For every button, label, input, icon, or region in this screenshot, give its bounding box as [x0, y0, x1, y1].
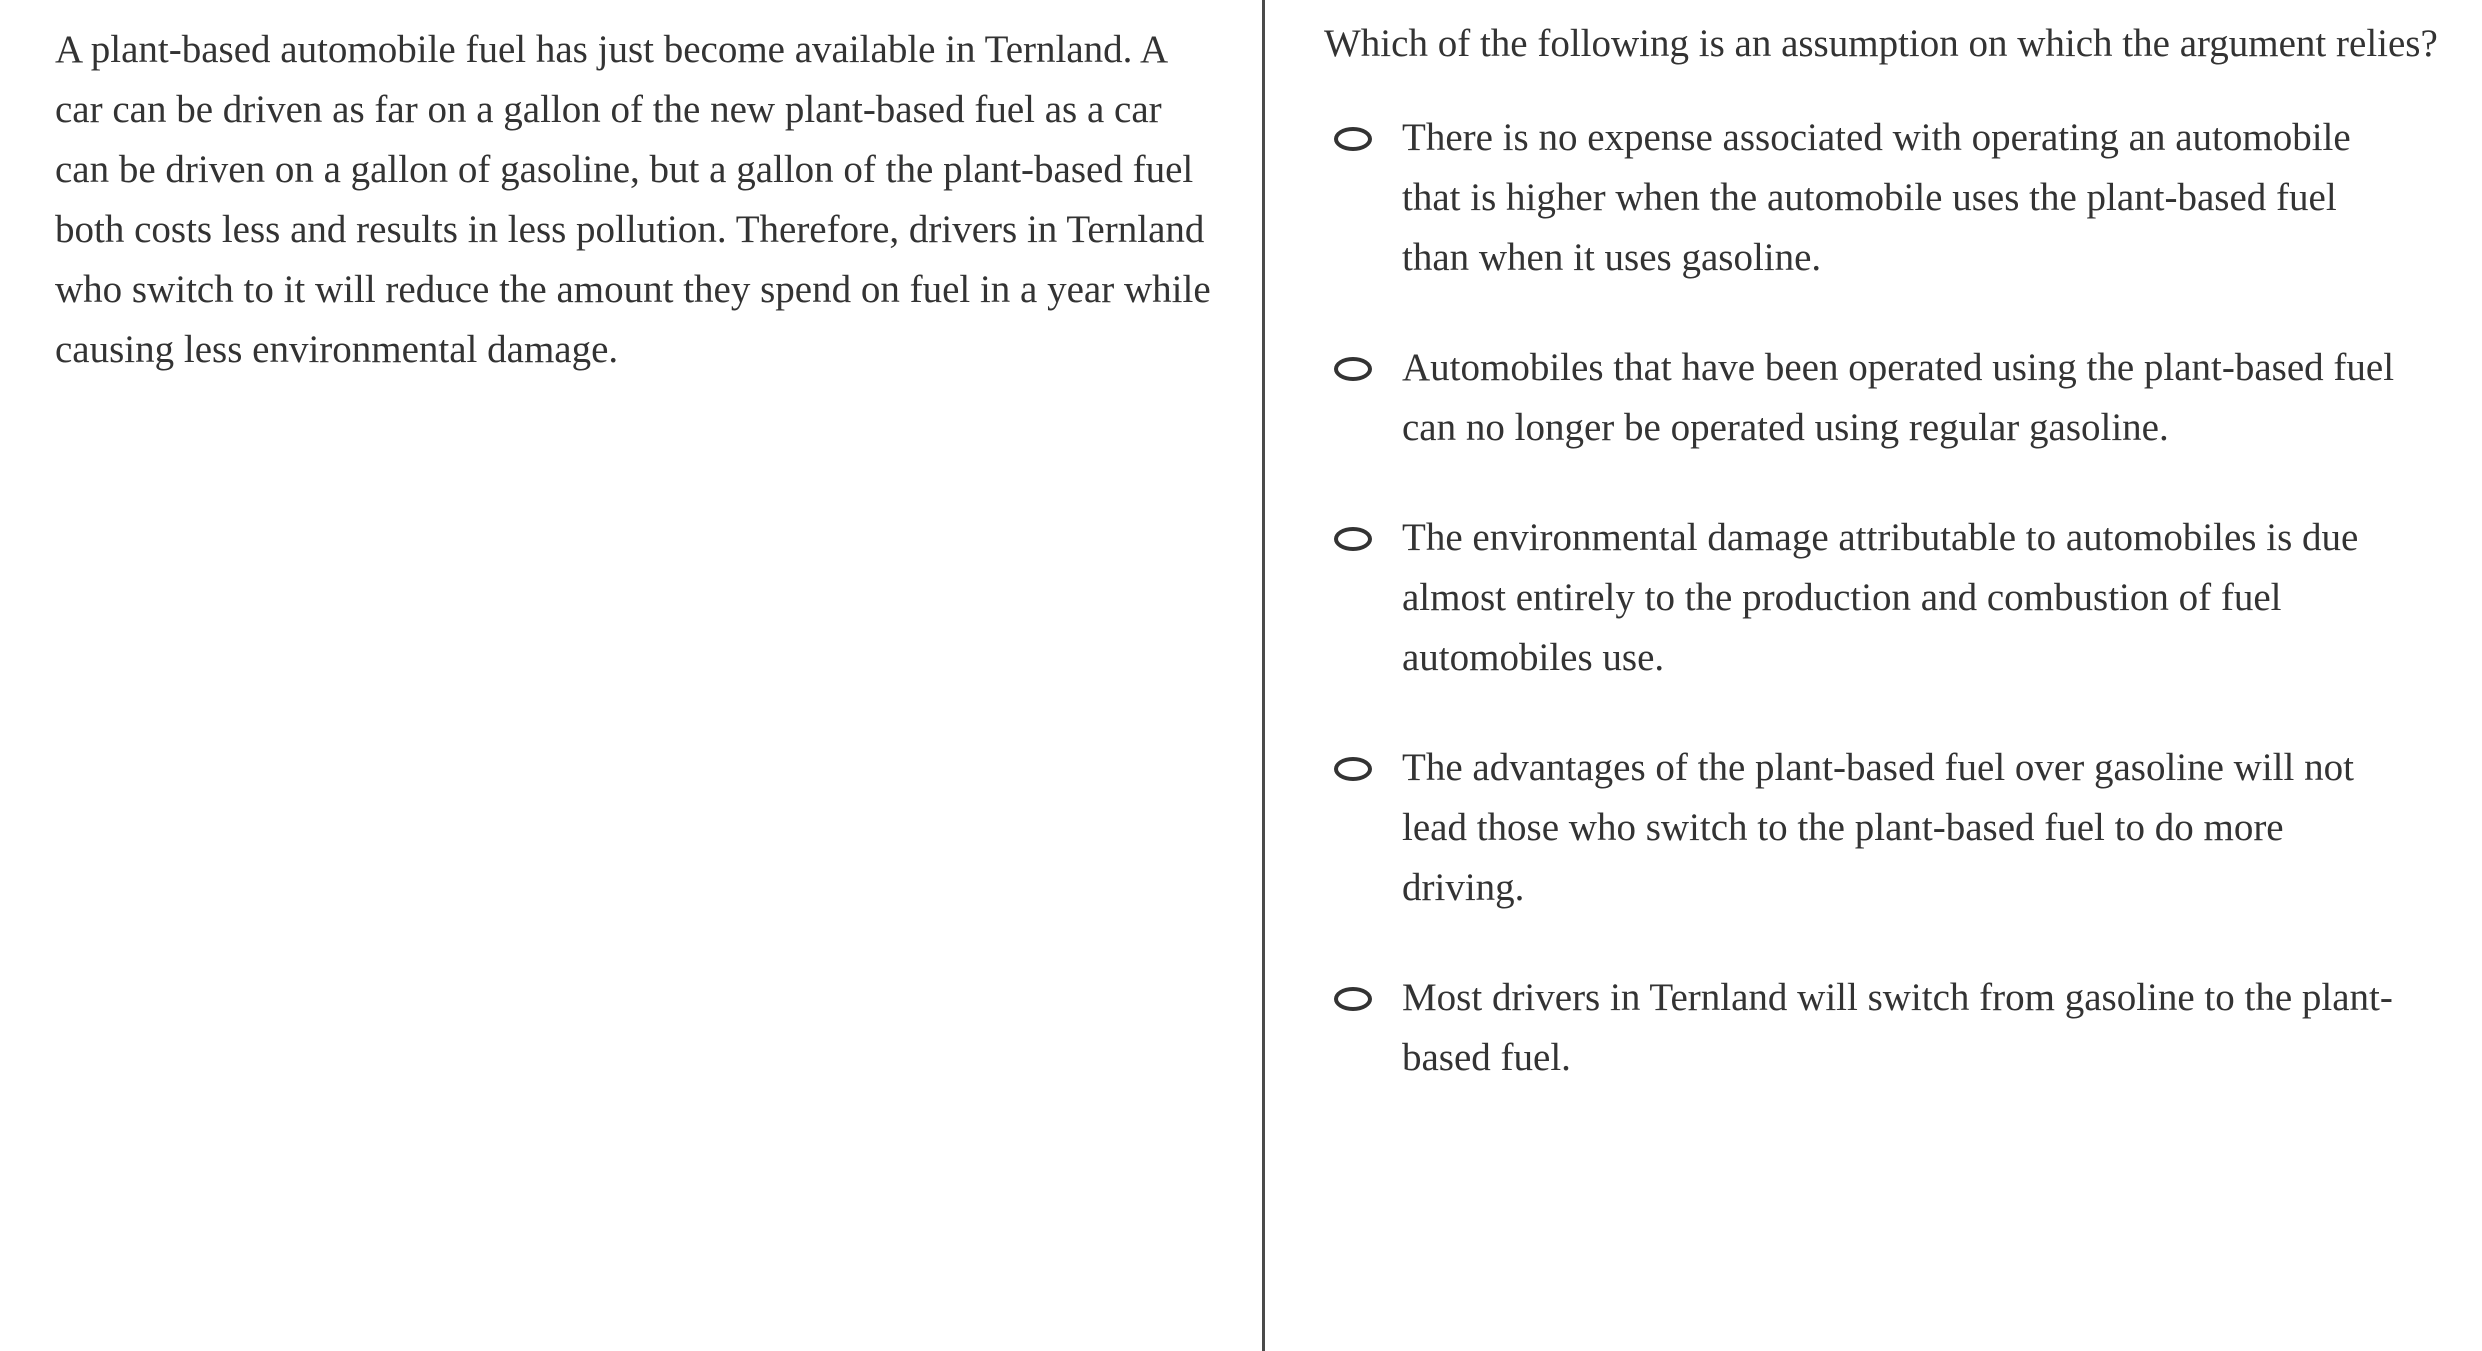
radio-button-icon[interactable]	[1334, 757, 1372, 781]
answer-option-label: The environmental damage attributable to automobiles is due almost entirely to the production and combustion of fuel automobiles use.	[1402, 516, 2359, 679]
answer-options	[1324, 108, 2462, 1088]
answer-option-c[interactable]	[1324, 508, 2462, 688]
radio-button-icon[interactable]	[1334, 527, 1372, 551]
passage-text: A plant-based automobile fuel has just become available in Ternland. A car can be driven as far on a gallon of the new plant-based fuel as a car can be driven on a gallon of gasoline, but a gallon of the plant-based fuel both costs less and results in less pollution. Therefore, drivers in Ternland who switch to it will reduce the amount they spend on fuel in a year while causing less environmental damage.	[55, 28, 1211, 371]
radio-button-icon[interactable]	[1334, 357, 1372, 381]
answer-option-d[interactable]	[1324, 738, 2462, 918]
question-pane	[1265, 0, 2482, 1351]
answer-option-e[interactable]	[1324, 968, 2462, 1088]
answer-option-label: Automobiles that have been operated using the plant-based fuel can no longer be operated using regular gasoline.	[1402, 346, 2395, 449]
answer-option-a[interactable]	[1324, 108, 2462, 288]
question-stem: Which of the following is an assumption on which the argument relies?	[1324, 22, 2438, 65]
radio-button-icon[interactable]	[1334, 987, 1372, 1011]
answer-option-b[interactable]	[1324, 338, 2462, 458]
answer-option-label: There is no expense associated with operating an automobile that is higher when the automobile uses the plant-based fuel than when it uses gasoline.	[1402, 116, 2351, 279]
answer-option-label: The advantages of the plant-based fuel over gasoline will not lead those who switch to the plant-based fuel to do more driving.	[1402, 746, 2354, 909]
radio-button-icon[interactable]	[1334, 127, 1372, 151]
answer-option-label: Most drivers in Ternland will switch from gasoline to the plant-based fuel.	[1402, 976, 2393, 1079]
